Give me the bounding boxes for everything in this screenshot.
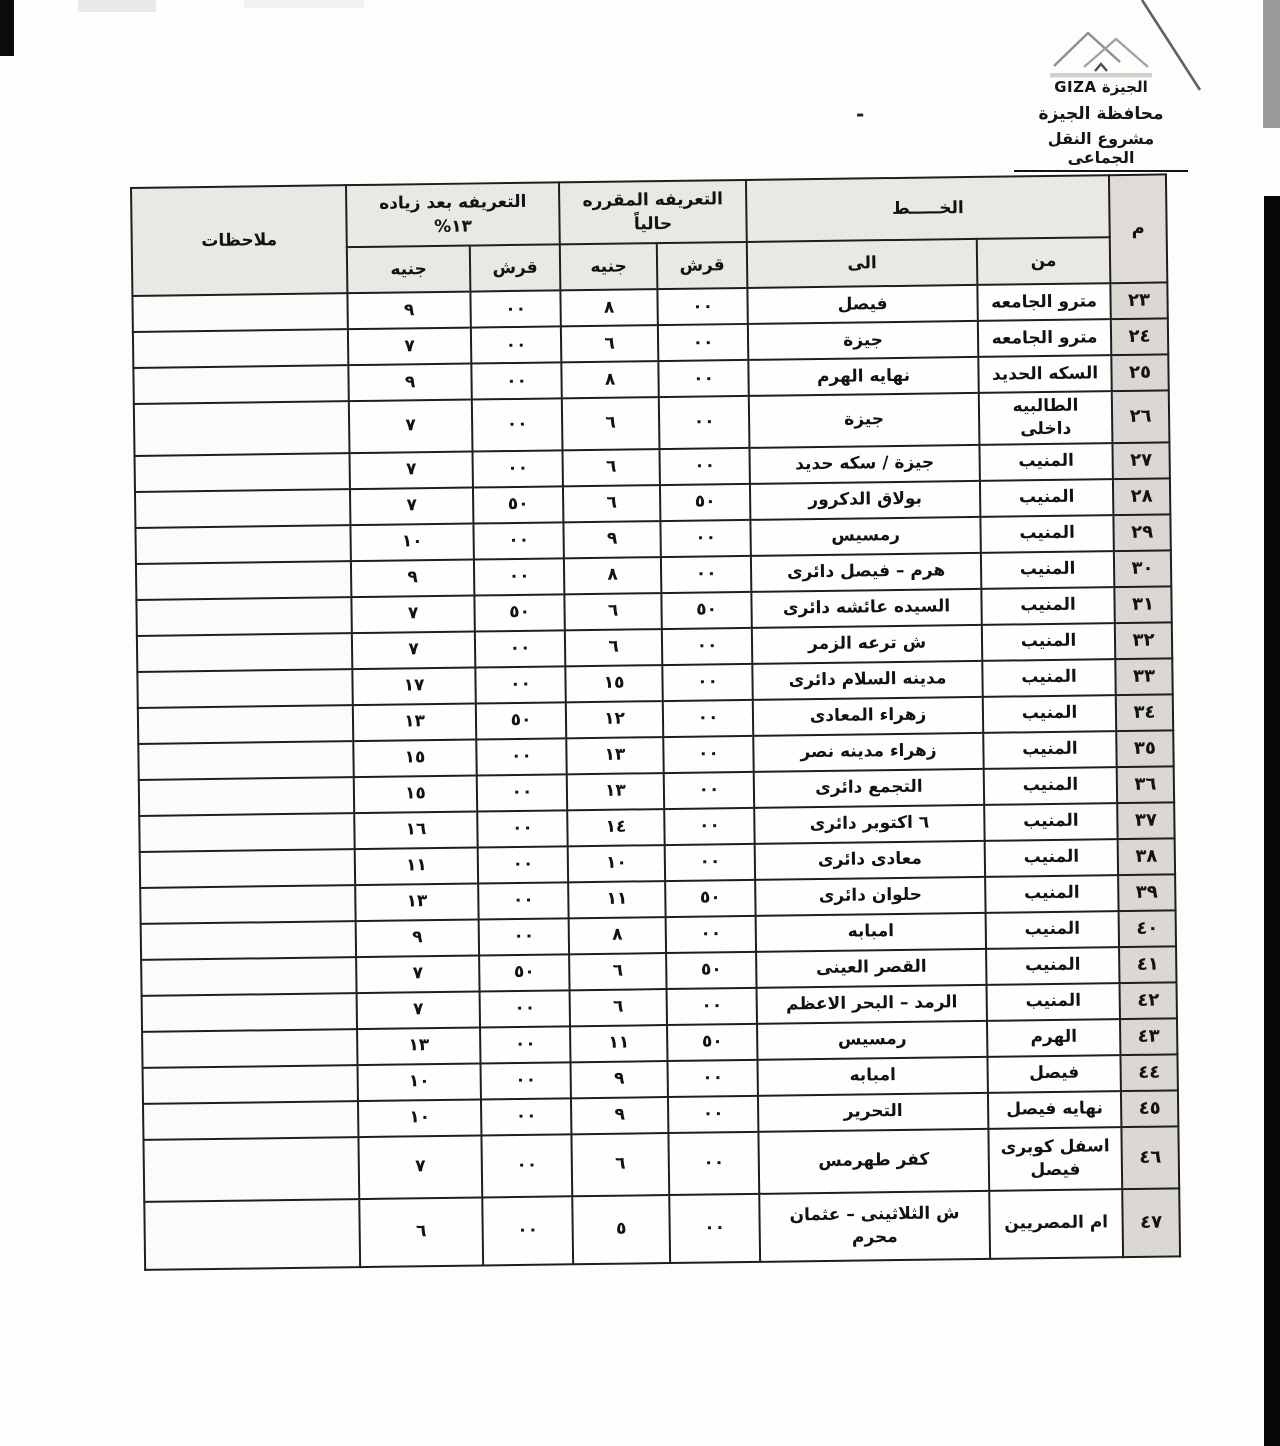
increased-genih-cell: ١٧	[352, 667, 475, 705]
notes-cell	[141, 957, 356, 996]
current-genih-cell: ٦	[561, 325, 658, 362]
to-cell: ش الثلاثينى – عثمان محرم	[759, 1191, 990, 1262]
from-cell: مترو الجامعه	[978, 319, 1111, 357]
to-cell: التجمع دائرى	[754, 769, 984, 808]
current-genih-cell: ٦	[571, 1133, 669, 1196]
notes-cell	[144, 1199, 360, 1270]
to-cell: معادى دائرى	[755, 841, 985, 880]
to-cell: ٦ اكتوبر دائرى	[754, 805, 984, 844]
increased-qirsh-cell: ٠٠	[481, 1062, 571, 1099]
header-from: من	[977, 237, 1111, 285]
to-cell: الرمد – البحر الاعظم	[757, 985, 987, 1024]
to-cell: ش ترعه الزمر	[752, 625, 982, 664]
row-number-cell: ٢٥	[1111, 354, 1168, 391]
row-number-cell: ٤٢	[1120, 982, 1177, 1019]
increased-qirsh-cell: ٥٠	[476, 702, 566, 739]
notes-cell	[133, 365, 348, 404]
current-genih-cell: ٩	[571, 1097, 668, 1134]
from-cell: المنيب	[982, 659, 1115, 697]
from-cell: المنيب	[983, 695, 1116, 733]
current-qirsh-cell: ٠٠	[664, 808, 754, 845]
current-qirsh-cell: ٠٠	[663, 700, 753, 737]
to-cell: جيزة	[748, 321, 978, 360]
row-number-cell: ٤٣	[1120, 1018, 1177, 1055]
current-qirsh-cell: ٠٠	[669, 1194, 760, 1263]
current-genih-cell: ٨	[564, 557, 661, 594]
table-body	[132, 282, 1180, 1269]
scan-smudge	[78, 0, 156, 12]
current-qirsh-cell: ٠٠	[666, 916, 756, 953]
from-cell: المنيب	[981, 551, 1114, 589]
to-cell: هرم – فيصل دائرى	[751, 553, 981, 592]
current-genih-cell: ١١	[570, 1025, 667, 1062]
current-qirsh-cell: ٥٠	[666, 952, 756, 989]
to-cell: حلوان دائرى	[755, 877, 985, 916]
current-genih-cell: ٨	[561, 361, 658, 398]
current-qirsh-cell: ٠٠	[659, 396, 750, 449]
current-genih-cell: ٦	[562, 397, 660, 450]
increased-genih-cell: ٩	[351, 559, 474, 597]
to-cell: القصر العينى	[756, 949, 986, 988]
from-cell: السكه الحديد	[978, 355, 1111, 393]
header-current-genih: جنيه	[560, 243, 658, 290]
from-cell: المنيب	[981, 587, 1114, 625]
notes-cell	[137, 633, 352, 672]
from-cell: الهرم	[987, 1019, 1120, 1057]
to-cell: جيزة / سكه حديد	[749, 445, 979, 484]
to-cell: بولاق الدكرور	[750, 481, 980, 520]
current-qirsh-cell: ٠٠	[658, 324, 748, 361]
to-cell: رمسيس	[750, 517, 980, 556]
current-genih-cell: ٦	[562, 449, 659, 486]
from-cell: الطالبيه داخلى	[979, 391, 1113, 445]
increased-genih-cell: ١٥	[353, 739, 476, 777]
header-to: الى	[747, 239, 978, 288]
current-qirsh-cell: ٠٠	[660, 520, 750, 557]
to-cell: مدينه السلام دائرى	[752, 661, 982, 700]
fare-table	[130, 173, 1181, 1270]
header-increased-qirsh: قرش	[470, 244, 561, 291]
notes-cell	[142, 993, 357, 1032]
increased-genih-cell: ٧	[356, 955, 479, 993]
project-title: مشروع النقل الجماعى	[1014, 129, 1188, 172]
to-cell: رمسيس	[757, 1021, 987, 1060]
to-cell: جيزة	[749, 393, 980, 448]
current-qirsh-cell: ٥٠	[665, 880, 755, 917]
current-genih-cell: ١٣	[566, 737, 663, 774]
increased-genih-cell: ٧	[358, 1135, 482, 1199]
to-cell: فيصل	[747, 285, 977, 324]
current-genih-cell: ١٠	[568, 845, 665, 882]
increased-qirsh-cell: ٠٠	[473, 450, 563, 487]
row-number-cell: ٢٨	[1113, 478, 1170, 515]
header-current-qirsh: قرش	[657, 242, 748, 289]
current-qirsh-cell: ٠٠	[662, 664, 752, 701]
increased-genih-cell: ١٦	[354, 811, 477, 849]
notes-cell	[143, 1101, 358, 1140]
from-cell: المنيب	[985, 839, 1118, 877]
stray-dash-mark: -	[856, 102, 865, 126]
to-cell: التحرير	[758, 1093, 988, 1132]
header-notes: ملاحظات	[131, 185, 347, 296]
row-number-cell: ٢٦	[1112, 390, 1170, 443]
notes-cell	[132, 293, 347, 332]
from-cell: اسفل كوبرى فيصل	[988, 1127, 1122, 1191]
increased-qirsh-cell: ٠٠	[481, 1134, 572, 1197]
notes-cell	[139, 777, 354, 816]
current-genih-cell: ١٥	[565, 665, 662, 702]
increased-qirsh-cell: ٠٠	[480, 990, 570, 1027]
row-number-cell: ٣٣	[1115, 658, 1172, 695]
current-genih-cell: ٨	[569, 917, 666, 954]
notes-cell	[136, 561, 351, 600]
header-line-group: الخـــــط	[746, 175, 1110, 242]
increased-genih-cell: ٧	[350, 487, 473, 525]
increased-qirsh-cell: ٠٠	[471, 362, 561, 399]
row-number-cell: ٣٠	[1114, 550, 1171, 587]
scan-edge-mark	[0, 0, 14, 56]
from-cell: المنيب	[983, 731, 1116, 769]
header-increased-group	[346, 182, 560, 247]
increased-genih-cell: ٧	[351, 595, 474, 633]
increased-genih-cell: ١٣	[355, 883, 478, 921]
current-genih-cell: ٩	[563, 521, 660, 558]
from-cell: مترو الجامعه	[977, 283, 1110, 321]
current-genih-cell: ٦	[565, 629, 662, 666]
row-number-cell: ٣٥	[1116, 730, 1173, 767]
increased-qirsh-cell: ٠٠	[475, 666, 565, 703]
to-cell: زهراء مدينه نصر	[753, 733, 983, 772]
increased-genih-cell: ١٠	[358, 1099, 481, 1137]
increased-qirsh-cell: ٠٠	[473, 522, 563, 559]
current-qirsh-cell: ٠٠	[664, 772, 754, 809]
header-num: م	[1109, 174, 1167, 283]
row-number-cell: ٣٩	[1118, 874, 1175, 911]
increased-genih-cell: ١٣	[353, 703, 476, 741]
row-number-cell: ٢٩	[1113, 514, 1170, 551]
from-cell: المنيب	[984, 803, 1117, 841]
from-cell: المنيب	[980, 515, 1113, 553]
from-cell: فيصل	[987, 1055, 1120, 1093]
increased-qirsh-cell: ٠٠	[470, 290, 560, 327]
current-qirsh-cell: ٠٠	[661, 556, 751, 593]
increased-genih-cell: ٧	[350, 451, 473, 489]
org-title: محافظة الجيزة	[1038, 104, 1164, 124]
increased-qirsh-cell: ٠٠	[475, 630, 565, 667]
increased-qirsh-cell: ٠٠	[479, 918, 569, 955]
notes-cell	[142, 1029, 357, 1068]
current-qirsh-cell: ٠٠	[660, 448, 750, 485]
current-genih-cell: ٥	[572, 1195, 670, 1264]
increased-qirsh-cell: ٠٠	[480, 1026, 570, 1063]
increased-qirsh-cell: ٥٠	[479, 954, 569, 991]
increased-qirsh-cell: ٠٠	[478, 882, 568, 919]
row-number-cell: ٤٤	[1120, 1054, 1177, 1091]
row-number-cell: ٤٥	[1121, 1090, 1178, 1127]
to-cell: السيده عائشه دائرى	[751, 589, 981, 628]
letterhead	[1014, 26, 1188, 172]
current-genih-cell: ٨	[560, 289, 657, 326]
current-genih-cell: ٦	[569, 953, 666, 990]
current-qirsh-cell: ٠٠	[663, 736, 753, 773]
notes-cell	[139, 813, 354, 852]
increased-genih-cell: ٦	[359, 1197, 483, 1267]
row-number-cell: ٣٤	[1116, 694, 1173, 731]
row-number-cell: ٢٤	[1111, 318, 1168, 355]
increased-genih-cell: ٧	[348, 328, 471, 366]
row-number-cell: ٣٨	[1118, 838, 1175, 875]
increased-genih-cell: ٧	[352, 631, 475, 669]
notes-cell	[140, 849, 355, 888]
current-qirsh-cell: ٠٠	[662, 628, 752, 665]
notes-cell	[138, 705, 353, 744]
increased-genih-cell: ١٠	[350, 523, 473, 561]
increased-genih-cell: ١١	[355, 847, 478, 885]
current-qirsh-cell: ٠٠	[667, 988, 757, 1025]
header-increased-line2: ١٣%	[434, 216, 473, 237]
notes-cell	[135, 525, 350, 564]
notes-cell	[134, 401, 350, 456]
row-number-cell: ٣١	[1114, 586, 1171, 623]
to-cell: امبابه	[758, 1057, 988, 1096]
increased-qirsh-cell: ٠٠	[471, 326, 561, 363]
increased-qirsh-cell: ٠٠	[482, 1196, 573, 1265]
notes-cell	[133, 329, 348, 368]
from-cell: المنيب	[986, 911, 1119, 949]
increased-genih-cell: ١٥	[354, 775, 477, 813]
increased-genih-cell: ٩	[347, 292, 470, 330]
increased-genih-cell: ٩	[348, 364, 471, 402]
current-genih-cell: ٦	[570, 989, 667, 1026]
increased-genih-cell: ١٠	[358, 1063, 481, 1101]
notes-cell	[135, 489, 350, 528]
fare-table-wrap	[130, 173, 1181, 1270]
from-cell: ام المصريين	[989, 1189, 1123, 1259]
notes-cell	[135, 453, 350, 492]
increased-qirsh-cell: ٠٠	[474, 558, 564, 595]
notes-cell	[137, 669, 352, 708]
current-qirsh-cell: ٠٠	[657, 288, 747, 325]
header-increased-genih: جنيه	[347, 246, 471, 294]
scan-edge-strip-gray	[1263, 0, 1280, 128]
notes-cell	[140, 885, 355, 924]
from-cell: المنيب	[985, 875, 1118, 913]
increased-genih-cell: ٩	[356, 919, 479, 957]
current-qirsh-cell: ٥٠	[661, 592, 751, 629]
to-cell: نهايه الهرم	[748, 357, 978, 396]
increased-qirsh-cell: ٠٠	[478, 846, 568, 883]
to-cell: امبابه	[756, 913, 986, 952]
row-number-cell: ٣٧	[1117, 802, 1174, 839]
current-genih-cell: ١١	[568, 881, 665, 918]
from-cell: المنيب	[979, 443, 1112, 481]
giza-pyramids-logo-icon	[1038, 26, 1164, 80]
increased-qirsh-cell: ٠٠	[481, 1098, 571, 1135]
increased-qirsh-cell: ٥٠	[474, 594, 564, 631]
increased-qirsh-cell: ٥٠	[473, 486, 563, 523]
header-current-line1: التعريفه المقرره	[582, 188, 724, 211]
current-qirsh-cell: ٠٠	[668, 1060, 758, 1097]
from-cell: المنيب	[986, 947, 1119, 985]
logo-caption: الجيزة GIZA	[1054, 78, 1148, 96]
notes-cell	[141, 921, 356, 960]
table-row	[144, 1188, 1180, 1270]
current-qirsh-cell: ٠٠	[665, 844, 755, 881]
increased-qirsh-cell: ٠٠	[477, 774, 567, 811]
from-cell: المنيب	[987, 983, 1120, 1021]
row-number-cell: ٢٣	[1110, 282, 1167, 319]
scan-smudge	[244, 0, 364, 8]
notes-cell	[138, 741, 353, 780]
row-number-cell: ٤٧	[1122, 1188, 1180, 1257]
current-qirsh-cell: ٥٠	[660, 484, 750, 521]
current-genih-cell: ٩	[571, 1061, 668, 1098]
to-cell: زهراء المعادى	[753, 697, 983, 736]
current-genih-cell: ١٤	[567, 809, 664, 846]
notes-cell	[143, 1065, 358, 1104]
current-genih-cell: ١٣	[567, 773, 664, 810]
scan-edge-strip-black	[1264, 196, 1280, 1446]
notes-cell	[143, 1137, 359, 1202]
increased-genih-cell: ١٣	[357, 1027, 480, 1065]
row-number-cell: ٣٢	[1115, 622, 1172, 659]
header-increased-line1: التعريفه بعد زياده	[379, 191, 527, 214]
current-qirsh-cell: ٥٠	[667, 1024, 757, 1061]
current-qirsh-cell: ٠٠	[668, 1132, 759, 1195]
from-cell: المنيب	[984, 767, 1117, 805]
notes-cell	[136, 597, 351, 636]
row-number-cell: ٣٦	[1117, 766, 1174, 803]
current-qirsh-cell: ٠٠	[668, 1096, 758, 1133]
current-qirsh-cell: ٠٠	[658, 360, 748, 397]
from-cell: المنيب	[982, 623, 1115, 661]
increased-genih-cell: ٧	[357, 991, 480, 1029]
from-cell: نهايه فيصل	[988, 1091, 1121, 1129]
current-genih-cell: ٦	[564, 593, 661, 630]
increased-qirsh-cell: ٠٠	[472, 398, 563, 451]
increased-qirsh-cell: ٠٠	[476, 738, 566, 775]
header-current-line2: حالياً	[633, 213, 673, 234]
row-number-cell: ٢٧	[1112, 442, 1169, 479]
increased-qirsh-cell: ٠٠	[477, 810, 567, 847]
row-number-cell: ٤٠	[1119, 910, 1176, 947]
from-cell: المنيب	[980, 479, 1113, 517]
current-genih-cell: ٦	[563, 485, 660, 522]
row-number-cell: ٤١	[1119, 946, 1176, 983]
row-number-cell: ٤٦	[1121, 1126, 1179, 1189]
current-genih-cell: ١٢	[566, 701, 663, 738]
header-current-group	[559, 180, 747, 244]
increased-genih-cell: ٧	[349, 400, 473, 453]
to-cell: كفر طهرمس	[758, 1129, 989, 1194]
